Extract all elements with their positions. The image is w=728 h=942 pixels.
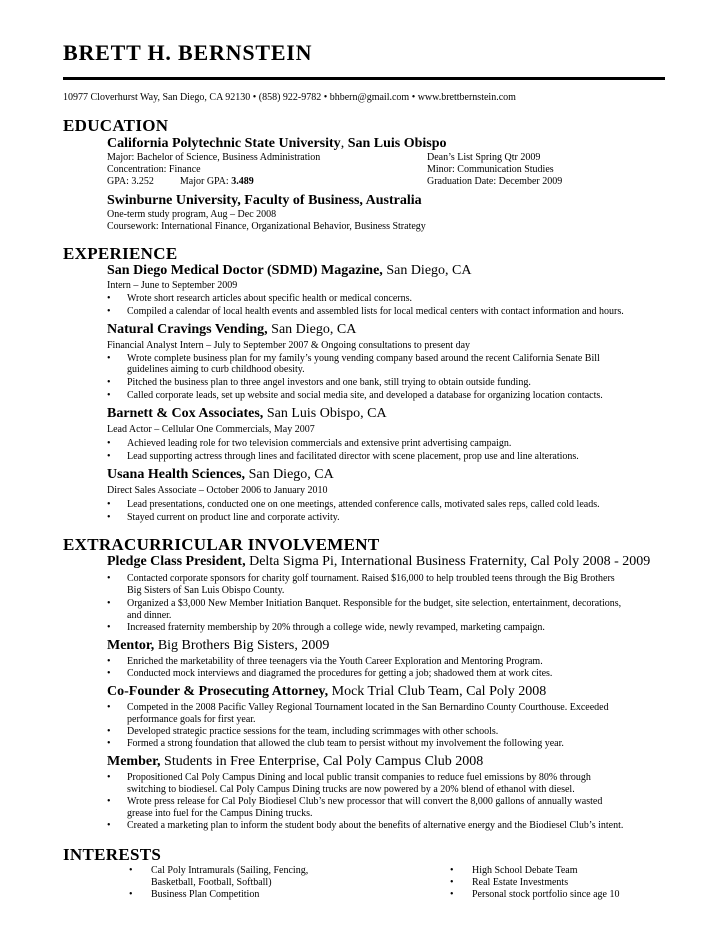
mentor-title [107, 638, 329, 654]
experience-heading: EXPERIENCE [63, 244, 178, 263]
cal-poly-name: California Polytechnic State University [107, 136, 341, 151]
barnett-role: Lead Actor – Cellular One Commercials, May 2007 [107, 424, 315, 435]
sdmd-org: San Diego Medical Doctor (SDMD) Magazine, [107, 263, 383, 278]
sdmd-role: Intern – June to September 2009 [107, 280, 238, 291]
cofounder-title [107, 684, 546, 700]
cal-poly-concentration: Concentration: Finance [107, 164, 201, 175]
swinburne-coursework: Coursework: International Finance, Organizational Behavior, Business Strategy [107, 221, 426, 232]
ncv-title [107, 322, 356, 338]
cofounder-location: Mock Trial Club Team, Cal Poly 2008 [328, 684, 547, 699]
barnett-location: San Luis Obispo, CA [263, 406, 387, 421]
pledge-org: Pledge Class President, [107, 554, 246, 569]
swinburne-title: Swinburne University, Faculty of Business, Australia [107, 193, 422, 208]
ncv-location: San Diego, CA [267, 322, 357, 337]
contact-line: 10977 Cloverhurst Way, San Diego, CA 92130 • (858) 922-9782 • bhbern@gmail.com • www.brettbernstein.com [63, 92, 516, 103]
major-gpa-value: 3.489 [231, 176, 254, 187]
extracurricular-heading: EXTRACURRICULAR INVOLVEMENT [63, 535, 380, 554]
pledge-location: Delta Sigma Pi, International Business Fraternity, Cal Poly 2008 - 2009 [245, 554, 651, 569]
barnett-org: Barnett & Cox Associates, [107, 406, 264, 421]
member-title [107, 754, 483, 770]
mentor-org: Mentor, [107, 638, 155, 653]
education-heading: EDUCATION [63, 116, 169, 135]
resume-page: BRETT H. BERNSTEIN 10977 Cloverhurst Way, San Diego, CA 92130 • (858) 922-9782 • bhbern@gmail.com • www.brettbernstein.com EDUCATION California Polytechnic State University, San Luis Obispo Major: Bachelor of Science, Business Administration Concentration: Finance GPA: 3.252 Major GPA: 3.489 Dean’s List Spring Qtr 2009 Minor: Communication Studies Graduation Date: December 2009 Swinburne University, Faculty of Business, Australia One-term study program, Aug – Dec 2008 Coursework: International Finance, Organizational Behavior, Business Strategy EXPERIENCE San Diego Medical Doctor (SDMD) Magazine, San Diego, CA Intern – June to September 2009 • Wrote short research articles about specific health or medical concerns. • Compiled a calendar of local health events and assembled lists for local medical centers with contact information and hours. Natural Cravings Vending, San Diego, CA Financial Analyst Intern – July to September 2007 & Ongoing consultations to present day • Wrote complete business plan for my family’s young vending company based around the recent California Senate Bill guidelines aiming to curb childhood obesity. • Pitched the business plan to three angel investors and one bank, still trying to obtain outside funding. • Called corporate leads, set up website and social media site, and developed a database for organizing location contacts. Barnett & Cox Associates, San Luis Obispo, CA Lead Actor – Cellular One Commercials, May 2007 • Achieved leading role for two television commercials and extensive print advertising campaign. • Lead supporting actress through lines and facilitated director with scene placement, prop use and line alterations. Usana Health Sciences, San Diego, CA Direct Sales Associate – October 2006 to January 2010 • Lead presentations, conducted one on one meetings, attended conference calls, motivated sales reps, called cold leads. • Stayed current on product line and corporate activity. EXTRACURRICULAR INVOLVEMENT Pledge Class President, Delta Sigma Pi, International Business Fraternity, Cal Poly 2008 - 2009 • Contacted corporate sponsors for charity golf tournament. Raised $16,000 to help troubled teens through the Big Brothers Big Sisters of San Luis Obispo County. • Organized a $3,000 New Member Initiation Banquet. Responsible for the budget, site selection, entertainment, decorations, and dinner. • Increased fraternity membership by 20% through a college wide, newly revamped, marketing campaign. Mentor, Big Brothers Big Sisters, 2009 • Enriched the marketability of three teenagers via the Youth Career Exploration and Mentoring Program. • Conducted mock interviews and diagramed the procedures for getting a job; shadowed them at work cites. Co-Founder & Prosecuting Attorney, Mock Trial Club Team, Cal Poly 2008 • Competed in the 2008 Pacific Valley Regional Tournament located in the San Bernardino County Courthouse. Exceeded performance goals for first year. • Developed strategic practice sessions for the team, including scrimmages with other schools. • Formed a strong foundation that allowed the club team to persist without my involvement the following year. Member, Students in Free Enterprise, Cal Poly Campus Club 2008 • Propositioned Cal Poly Campus Dining and local public transit companies to reduce fuel emissions by 80% through switching to biodiesel. Cal Poly Campus Dining trucks are now powered by a 20% blend of ethanol with diesel. • Wrote press release for Cal Poly Biodiesel Club’s new processor that will convert the 8,000 gallons of annually wasted grease into fuel for the Campus Dining trucks. • Created a marketing plan to inform the student body about the benefits of alternative energy and the Biodiesel Club’s intent. INTERESTS • Cal Poly Intramurals (Sailing, Fencing, Basketball, Football, Softball) • Business Plan Competition • High School Debate Team • Real Estate Investments • Personal stock portfolio since age 10 [0, 0, 728, 942]
ncv-org: Natural Cravings Vending, [107, 322, 268, 337]
ncv-role: Financial Analyst Intern – July to September 2007 & Ongoing consultations to present day [107, 340, 471, 351]
usana-org: Usana Health Sciences, [107, 467, 246, 482]
graduation-date: Graduation Date: December 2009 [427, 176, 563, 187]
sdmd-title [107, 263, 471, 279]
cal-poly-gpa [107, 176, 254, 188]
cal-poly-title [107, 136, 447, 152]
header-rule [63, 77, 665, 80]
sdmd-location: San Diego, CA [382, 263, 472, 278]
member-location: Students in Free Enterprise, Cal Poly Campus Club 2008 [160, 754, 484, 769]
cal-poly-major: Major: Bachelor of Science, Business Administration [107, 152, 321, 163]
mentor-location: Big Brothers Big Sisters, 2009 [154, 638, 330, 653]
member-org: Member, [107, 754, 161, 769]
barnett-title [107, 406, 387, 422]
usana-role: Direct Sales Associate – October 2006 to January 2010 [107, 485, 328, 496]
major-gpa-label: Major GPA: [179, 176, 229, 187]
usana-title [107, 467, 334, 483]
pledge-title [107, 554, 650, 570]
minor: Minor: Communication Studies [427, 164, 554, 175]
cal-poly-sep: , [340, 136, 345, 151]
usana-location: San Diego, CA [245, 467, 334, 482]
deans-list: Dean’s List Spring Qtr 2009 [427, 152, 541, 163]
gpa: GPA: 3.252 [107, 176, 154, 187]
candidate-name: BRETT H. BERNSTEIN [63, 40, 313, 65]
interests-heading: INTERESTS [63, 845, 162, 864]
cal-poly-location: San Luis Obispo [347, 136, 447, 151]
cofounder-org: Co-Founder & Prosecuting Attorney, [107, 684, 329, 699]
swinburne-program: One-term study program, Aug – Dec 2008 [107, 209, 277, 220]
